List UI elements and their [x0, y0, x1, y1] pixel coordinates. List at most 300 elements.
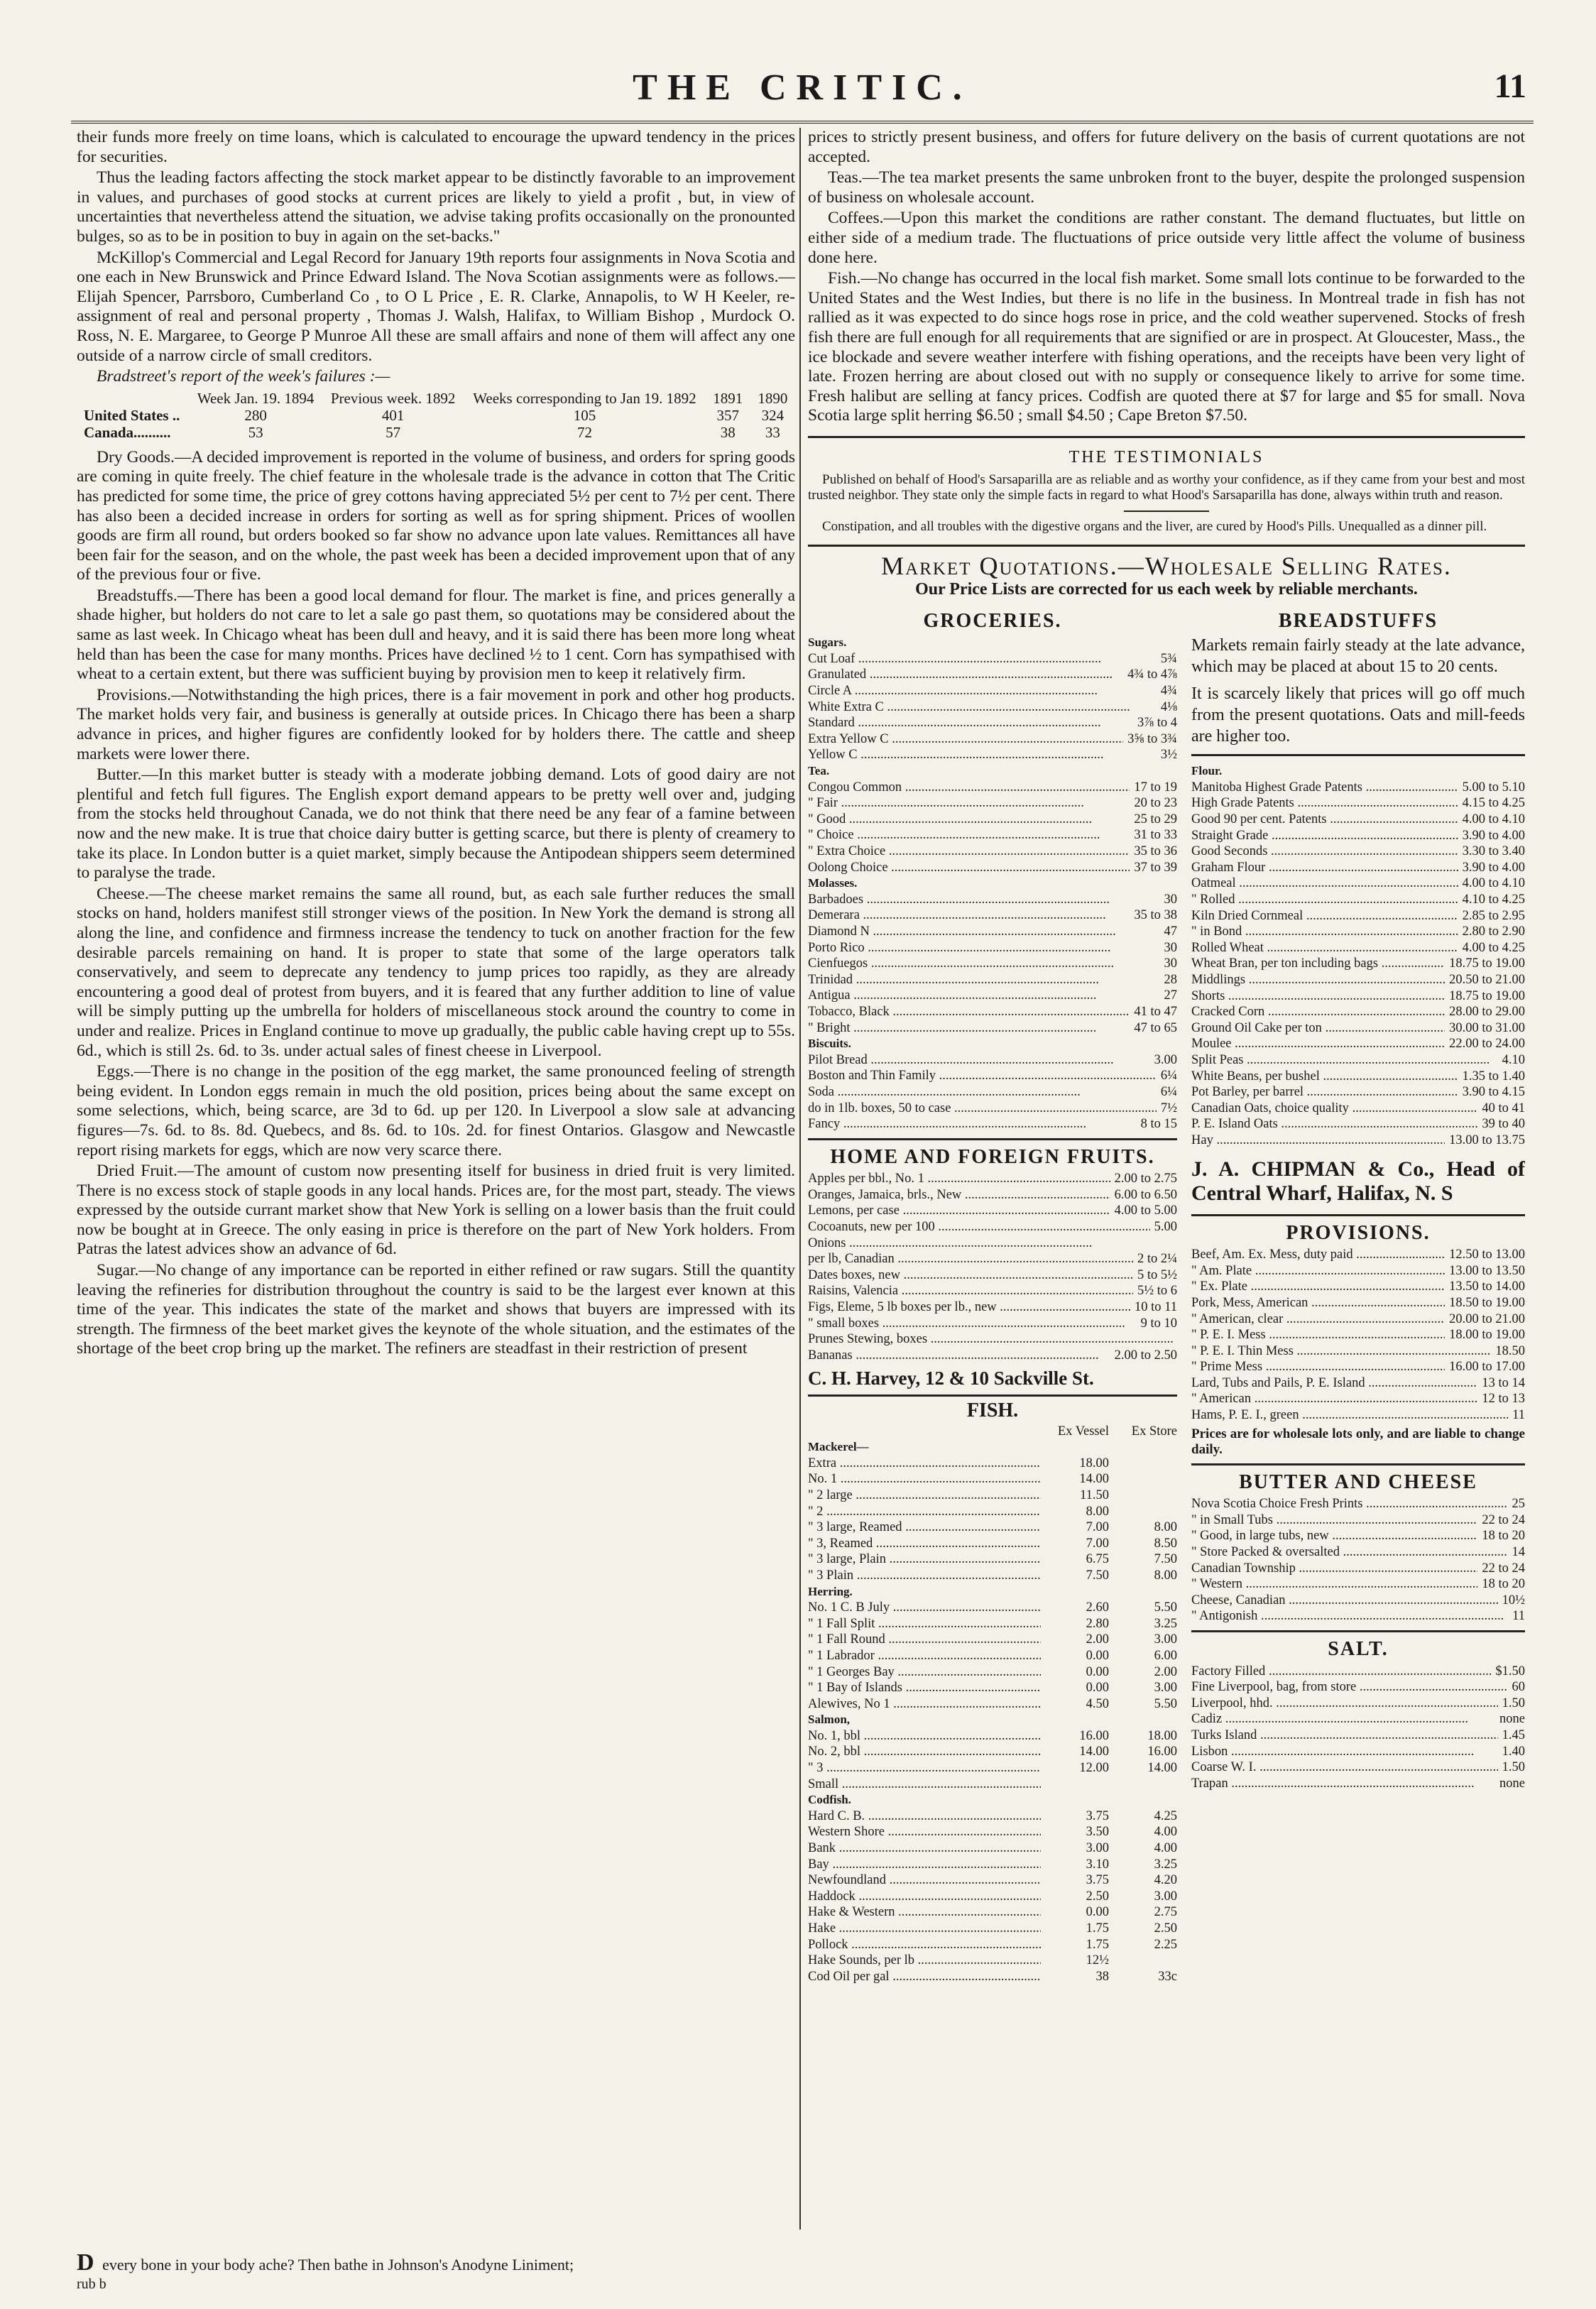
breadstuffs-text: It is scarcely likely that prices will go off much from the present quotations. Oats and mill-feeds are higher too. — [1191, 684, 1525, 746]
price-ex-store: 2.00 — [1154, 1664, 1177, 1679]
price-row — [1191, 828, 1525, 844]
price-ex-vessel: 3.10 — [1086, 1857, 1109, 1872]
price-item: No. 1 ..... — [808, 1471, 1041, 1488]
price-item: " Bright ..... — [808, 1020, 1130, 1037]
advertisement-text: every bone in your body ache? Then bathe in Johnson's Anodyne Liniment; — [102, 2256, 574, 2273]
price-value — [1521, 763, 1525, 780]
price-row — [808, 1084, 1177, 1101]
price-value: 20.50 to 21.00 — [1445, 972, 1525, 988]
price-item: Prunes Stewing, boxes ..... — [808, 1331, 1173, 1348]
price-item: Hake & Western ..... — [808, 1904, 1041, 1921]
price-item: Liverpool, hhd. ..... — [1191, 1696, 1498, 1712]
price-item: Oatmeal ..... — [1191, 875, 1458, 892]
price-row — [808, 1760, 1177, 1776]
price-item: Alewives, No 1 ..... — [808, 1696, 1041, 1713]
price-item: Ground Oil Cake per ton ..... — [1191, 1020, 1445, 1037]
price-ex-vessel — [1041, 1776, 1109, 1793]
price-item: Congou Common ..... — [808, 780, 1130, 796]
price-value: 30.00 to 31.00 — [1445, 1020, 1525, 1037]
price-value: 30 — [1160, 892, 1178, 908]
price-item: Manitoba Highest Grade Patents ..... — [1191, 780, 1458, 796]
price-item: Middlings ..... — [1191, 972, 1445, 988]
price-ex-store: 8.00 — [1154, 1520, 1177, 1535]
price-item: Good 90 per cent. Patents ..... — [1191, 812, 1458, 828]
price-row — [1191, 1020, 1525, 1037]
price-item: Hake ..... — [808, 1921, 1041, 1937]
price-ex-store: 3.25 — [1154, 1857, 1177, 1872]
divider — [808, 545, 1525, 547]
price-item: White Extra C ..... — [808, 699, 1157, 716]
price-item: Molasses. — [808, 876, 858, 890]
price-item: Pilot Bread ..... — [808, 1052, 1150, 1069]
price-value: 18.75 to 19.00 — [1445, 956, 1525, 972]
price-value: 2 to 2¼ — [1133, 1251, 1177, 1267]
price-row — [808, 956, 1177, 972]
table-cell: 33 — [765, 423, 780, 441]
price-row — [808, 1857, 1177, 1873]
price-ex-store: 3.00 — [1154, 1681, 1177, 1696]
price-ex-store: 2.25 — [1154, 1937, 1177, 1952]
price-item: Graham Flour ..... — [1191, 860, 1458, 876]
price-row — [808, 1664, 1177, 1681]
price-ex-store — [1109, 1584, 1177, 1600]
price-value: 4.00 to 4.25 — [1458, 940, 1525, 956]
price-row — [1191, 1744, 1525, 1760]
price-ex-store: 6.00 — [1154, 1648, 1177, 1663]
price-item: " 1 Georges Bay ..... — [808, 1664, 1041, 1681]
price-value: 1.50 — [1498, 1696, 1525, 1712]
price-value: 16.00 to 17.00 — [1445, 1359, 1525, 1375]
price-row — [1191, 1711, 1525, 1727]
price-row — [808, 1203, 1177, 1219]
price-row — [808, 875, 1177, 892]
price-value: 25 — [1508, 1496, 1526, 1512]
price-item: Bay ..... — [808, 1857, 1041, 1873]
price-row — [808, 1937, 1177, 1953]
price-value: 13.00 to 13.75 — [1445, 1132, 1525, 1149]
price-item: Biscuits. — [808, 1037, 851, 1051]
price-value: 4.00 to 4.10 — [1458, 812, 1525, 828]
price-value: 6¼ — [1157, 1084, 1177, 1101]
price-item: " Store Packed & oversalted ..... — [1191, 1544, 1508, 1561]
price-ex-store: 16.00 — [1147, 1745, 1177, 1759]
price-ex-vessel: 0.00 — [1086, 1664, 1109, 1679]
price-row — [808, 683, 1177, 699]
price-ex-vessel: 2.60 — [1086, 1600, 1109, 1615]
price-ex-store: 2.75 — [1154, 1905, 1177, 1920]
price-value: 3.90 to 4.00 — [1458, 860, 1525, 876]
price-row — [808, 1316, 1177, 1332]
price-item: Rolled Wheat ..... — [1191, 940, 1458, 956]
price-item: Flour. — [1191, 764, 1223, 778]
price-row — [1191, 763, 1525, 780]
price-row — [1191, 1391, 1525, 1407]
price-value: 13.50 to 14.00 — [1445, 1279, 1525, 1295]
price-value: 18 to 20 — [1477, 1528, 1525, 1544]
price-value: none — [1495, 1776, 1525, 1792]
price-row — [808, 1439, 1177, 1456]
price-ex-store: 3.00 — [1154, 1632, 1177, 1647]
price-ex-vessel: 0.00 — [1086, 1681, 1109, 1696]
price-row — [1191, 780, 1525, 796]
price-item: Trinidad ..... — [808, 972, 1160, 988]
price-item: " Ex. Plate ..... — [1191, 1279, 1445, 1295]
salt-list — [1191, 1664, 1525, 1792]
price-item: " 3, Reamed ..... — [808, 1536, 1041, 1552]
price-row — [808, 1068, 1177, 1084]
price-value: 12.50 to 13.00 — [1445, 1247, 1525, 1263]
price-ex-vessel: 0.00 — [1086, 1648, 1109, 1663]
price-row — [808, 731, 1177, 748]
price-ex-store: 8.50 — [1154, 1536, 1177, 1551]
price-ex-store: 3.25 — [1154, 1616, 1177, 1631]
price-row — [808, 1052, 1177, 1069]
breadstuffs-paragraph: Breadstuffs.—There has been a good local demand for flour. The market is fine, and prices generally a shade higher, but holders do not care to let a sale go past them, so quotations may be considered about the same as last week. In Chicago wheat has been dull and heavy, and it is said there has been more long wheat held than has been the case for many months. Prices have declined ½ to 1 cent. Corn has sympathised with wheat to a certain extent, but there was sufficient buying by provision men to keep it relatively firm. — [77, 586, 795, 684]
testimonials-heading: THE TESTIMONIALS — [1068, 447, 1264, 466]
price-value: 22.00 to 24.00 — [1445, 1036, 1525, 1052]
price-row — [1191, 1279, 1525, 1295]
price-value: 2.00 to 2.75 — [1110, 1171, 1177, 1187]
price-row — [808, 1488, 1177, 1504]
price-row — [808, 907, 1177, 924]
price-row — [808, 1680, 1177, 1696]
price-ex-vessel: 3.75 — [1086, 1873, 1109, 1888]
price-item: " 3 ..... — [808, 1760, 1041, 1776]
price-value: 28.00 to 29.00 — [1445, 1004, 1525, 1020]
flour-list — [1191, 763, 1525, 1148]
price-value: 41 to 47 — [1130, 1004, 1177, 1020]
fish-heading-row — [808, 1401, 1177, 1421]
price-row — [1191, 1069, 1525, 1085]
price-value: 28 — [1160, 972, 1178, 988]
price-ex-vessel: 1.75 — [1086, 1921, 1109, 1936]
price-row — [1191, 1679, 1525, 1696]
price-ex-store: 4.25 — [1154, 1808, 1177, 1823]
butter-paragraph: Butter.—In this market butter is steady with a moderate jobbing demand. Lots of good dairy are not plentiful and fetch full figures. The English export demand appears to be pretty well over and, judging from the stocks held throughout Canada, we do not think that there need be any fear of a famine between now and the new make. It is true that choice dairy butter is getting scarce, but there is plenty of creamery to take its place. In London butter is a quiet market, simply because the Antipodean shippers seem determined to paralyse the trade. — [77, 765, 795, 883]
price-row — [808, 1471, 1177, 1488]
table-cell: 53 — [248, 423, 263, 441]
price-value: 18.75 to 19.00 — [1445, 988, 1525, 1005]
table-cell: 280 — [244, 406, 267, 424]
price-item: Factory Filled ..... — [1191, 1664, 1491, 1680]
price-row — [808, 1776, 1177, 1793]
price-row — [1191, 1359, 1525, 1375]
price-row — [1191, 1004, 1525, 1020]
price-item: Pot Barley, per barrel ..... — [1191, 1084, 1458, 1101]
price-value: 18.50 — [1491, 1343, 1525, 1360]
sugar-paragraph: Sugar.—No change of any importance can be reported in either refined or raw sugars. Still the quantity leaving the refineries for distribution throughout the country is said to be the largest ever known at this time of the year. This indicates the state of the market and shows that buyers are impressed with its strength. The firmness of the beet market gives the keynote of the whole situation, and the estimates of the shortage of the beet crop bring up the market. The refiners are steadfast in their restriction of present — [77, 1261, 795, 1358]
price-ex-vessel: 18.00 — [1079, 1456, 1109, 1470]
price-row — [1191, 1407, 1525, 1424]
price-row — [808, 1824, 1177, 1840]
price-value: 10½ — [1498, 1593, 1525, 1609]
price-value: 22 to 24 — [1477, 1512, 1525, 1529]
price-item: Antigua ..... — [808, 988, 1160, 1004]
price-item: Lisbon ..... — [1191, 1744, 1498, 1760]
price-item: Canadian Oats, choice quality ..... — [1191, 1101, 1477, 1117]
price-ex-vessel: 12.00 — [1079, 1761, 1109, 1776]
price-ex-store — [1109, 1456, 1177, 1472]
price-value: 3⅝ to 3¾ — [1123, 731, 1177, 748]
table-header: Week Jan. 19. 1894 — [197, 389, 315, 407]
price-value: 2.85 to 2.95 — [1458, 908, 1525, 924]
price-ex-store — [1109, 1953, 1177, 1969]
provisions-paragraph: Provisions.—Notwithstanding the high prices, there is a fair movement in pork and other hog products. The market holds very fair, and business is generally at outside prices. In Chicago there has been a sharp advance in prices, and higher figures are confidently looked for by holders there. The cattle and sheep markets were lower there. — [77, 685, 795, 763]
price-value: 3.00 — [1150, 1052, 1177, 1069]
price-item: " 1 Fall Round ..... — [808, 1632, 1041, 1648]
fish-col-vessel: Ex Vessel — [1057, 1424, 1109, 1439]
price-row — [808, 1728, 1177, 1745]
groceries-heading: GROCERIES. — [923, 609, 1062, 632]
price-row — [1191, 1247, 1525, 1263]
price-item: " Good ..... — [808, 812, 1130, 828]
price-ex-vessel — [1041, 1712, 1109, 1728]
price-row — [808, 1267, 1177, 1284]
price-item: Boston and Thin Family ..... — [808, 1068, 1157, 1084]
price-row — [1191, 1101, 1525, 1117]
price-row — [808, 892, 1177, 908]
table-cell: 401 — [381, 406, 405, 424]
price-value: 4.00 to 4.10 — [1458, 875, 1525, 892]
price-row — [1191, 1295, 1525, 1311]
price-ex-vessel: 7.00 — [1086, 1520, 1109, 1535]
price-item: Figs, Eleme, 5 lb boxes per lb., new ..... — [808, 1299, 1130, 1316]
price-item: Bananas ..... — [808, 1348, 1110, 1364]
price-ex-store: 4.20 — [1154, 1873, 1177, 1888]
fish-list — [808, 1439, 1177, 1985]
price-value: 13.00 to 13.50 — [1445, 1263, 1525, 1279]
price-item: per lb, Canadian ..... — [808, 1251, 1133, 1267]
price-ex-vessel: 14.00 — [1079, 1472, 1109, 1487]
price-ex-vessel: 1.75 — [1086, 1937, 1109, 1952]
quotations-columns — [808, 604, 1525, 2166]
price-item: " Fair ..... — [808, 795, 1130, 812]
price-ex-store: 14.00 — [1147, 1761, 1177, 1776]
price-row — [808, 1969, 1177, 1985]
price-value: 4¾ — [1157, 683, 1177, 699]
price-row — [1191, 892, 1525, 908]
price-value: 5 to 5½ — [1133, 1267, 1177, 1284]
price-row — [1191, 1311, 1525, 1328]
price-row — [808, 795, 1177, 812]
price-item: " Prime Mess ..... — [1191, 1359, 1445, 1375]
price-row — [808, 1171, 1177, 1187]
price-row — [1191, 860, 1525, 876]
price-item: Hay ..... — [1191, 1132, 1445, 1149]
price-row — [1191, 1084, 1525, 1101]
price-row — [808, 1808, 1177, 1825]
price-row — [1191, 1759, 1525, 1776]
price-row — [808, 940, 1177, 956]
page-number: 11 — [1494, 67, 1526, 105]
price-value: 8 to 15 — [1137, 1116, 1177, 1132]
price-item: Newfoundland ..... — [808, 1872, 1041, 1889]
price-row — [1191, 1561, 1525, 1577]
price-value: 37 to 39 — [1130, 860, 1177, 876]
price-ex-vessel: 7.50 — [1086, 1568, 1109, 1583]
price-row — [1191, 956, 1525, 972]
price-row — [808, 1792, 1177, 1808]
price-value: 11 — [1508, 1407, 1525, 1424]
price-value: 13 to 14 — [1477, 1375, 1525, 1392]
price-item: Oolong Choice ..... — [808, 860, 1130, 876]
price-item: Canadian Township ..... — [1191, 1561, 1477, 1577]
price-item: " Am. Plate ..... — [1191, 1263, 1445, 1279]
price-ex-store: 4.00 — [1154, 1825, 1177, 1840]
price-item: " American, clear ..... — [1191, 1311, 1445, 1328]
butter-list — [1191, 1496, 1525, 1625]
price-value: 39 to 40 — [1477, 1116, 1525, 1132]
price-row — [808, 1872, 1177, 1889]
price-ex-vessel: 3.75 — [1086, 1808, 1109, 1823]
price-item: Good Seconds ..... — [1191, 844, 1458, 860]
price-value: 3½ — [1157, 747, 1177, 763]
price-ex-store — [1109, 1488, 1177, 1504]
price-row — [1191, 924, 1525, 940]
price-value: 60 — [1508, 1679, 1526, 1696]
price-item: " 3 Plain ..... — [808, 1568, 1041, 1584]
price-ex-store: 3.00 — [1154, 1889, 1177, 1904]
spacer — [808, 1424, 1041, 1440]
price-row — [808, 763, 1177, 780]
price-row — [808, 1953, 1177, 1969]
price-ex-vessel — [1041, 1584, 1109, 1600]
price-row — [1191, 1496, 1525, 1512]
divider — [808, 1394, 1177, 1397]
price-row — [808, 667, 1177, 683]
price-ex-vessel — [1041, 1792, 1109, 1808]
price-value: 1.40 — [1498, 1744, 1525, 1760]
price-ex-store — [1109, 1504, 1177, 1520]
price-ex-vessel: 2.80 — [1086, 1616, 1109, 1631]
newspaper-title: THE CRITIC. — [633, 67, 972, 108]
price-value: 3.90 to 4.00 — [1458, 828, 1525, 844]
price-row — [1191, 1512, 1525, 1529]
price-item: Nova Scotia Choice Fresh Prints ..... — [1191, 1496, 1508, 1512]
price-value — [1173, 1331, 1177, 1348]
price-value: 35 to 38 — [1130, 907, 1177, 924]
liniment-advertisement — [77, 2249, 795, 2293]
price-item: Mackerel— — [808, 1440, 869, 1454]
price-value: none — [1495, 1711, 1525, 1727]
price-row — [1191, 875, 1525, 892]
price-item: Cadiz ..... — [1191, 1711, 1495, 1727]
price-item: Barbadoes ..... — [808, 892, 1160, 908]
price-item: Sugars. — [808, 635, 847, 650]
price-item: Fancy ..... — [808, 1116, 1137, 1132]
price-ex-store: 2.50 — [1154, 1921, 1177, 1936]
price-value — [1173, 1036, 1177, 1052]
price-item: Diamond N ..... — [808, 924, 1160, 940]
price-item: Apples per bbl., No. 1 ..... — [808, 1171, 1110, 1187]
price-item: Straight Grade ..... — [1191, 828, 1458, 844]
price-item: Cocoanuts, new per 100 ..... — [808, 1219, 1150, 1235]
price-item: Hams, P. E. I., green ..... — [1191, 1407, 1508, 1424]
price-value: 47 to 65 — [1130, 1020, 1177, 1037]
price-row — [808, 860, 1177, 876]
price-item: Pork, Mess, American ..... — [1191, 1295, 1445, 1311]
price-row — [808, 1283, 1177, 1299]
price-ex-vessel: 3.50 — [1086, 1825, 1109, 1840]
divider — [808, 436, 1525, 438]
price-row — [1191, 908, 1525, 924]
price-value: 6¼ — [1157, 1068, 1177, 1084]
price-item: Cod Oil per gal ..... — [808, 1969, 1041, 1985]
price-item: Kiln Dried Cornmeal ..... — [1191, 908, 1458, 924]
price-value: 22 to 24 — [1477, 1561, 1525, 1577]
price-row — [1191, 1776, 1525, 1792]
price-value: 3.30 to 3.40 — [1458, 844, 1525, 860]
breadstuffs-text: Markets remain fairly steady at the late advance, which may be placed at about 15 to 20 cents. — [1191, 636, 1525, 677]
price-item: " 2 large ..... — [808, 1488, 1041, 1504]
masthead — [71, 64, 1534, 124]
price-value: 20.00 to 21.00 — [1445, 1311, 1525, 1328]
price-item: Circle A ..... — [808, 683, 1157, 699]
price-item: " in Bond ..... — [1191, 924, 1458, 940]
table-cell: Canada.......... — [84, 423, 171, 441]
price-item: Small ..... — [808, 1776, 1041, 1793]
price-row — [808, 1004, 1177, 1020]
price-item: Haddock ..... — [808, 1889, 1041, 1905]
fruits-heading: HOME AND FOREIGN FRUITS. — [830, 1145, 1155, 1168]
fish-heading: FISH. — [966, 1399, 1019, 1421]
harvey-advertisement: C. H. Harvey, 12 & 10 Sackville St. — [808, 1368, 1094, 1390]
price-ex-store — [1109, 1792, 1177, 1808]
price-row — [1191, 1727, 1525, 1744]
column-rule — [799, 128, 801, 2229]
price-ex-store: 5.50 — [1154, 1600, 1177, 1615]
quotations-left — [808, 604, 1177, 1985]
price-item: Codfish. — [808, 1793, 851, 1807]
table-cell: 105 — [573, 406, 596, 424]
price-value — [1173, 635, 1177, 651]
butter-cheese-heading: BUTTER AND CHEESE — [1239, 1470, 1477, 1493]
price-row — [808, 972, 1177, 988]
price-item: " Antigonish ..... — [1191, 1608, 1508, 1625]
price-item: Yellow C ..... — [808, 747, 1157, 763]
price-item: Porto Rico ..... — [808, 940, 1160, 956]
price-ex-store — [1109, 1471, 1177, 1488]
dry-goods-paragraph: Dry Goods.—A decided improvement is reported in the volume of business, and orders for spring goods are coming in quite freely. The chief feature in the wholesale trade is the advance in cotton that The Critic has predicted for some time, the price of grey cottons having appreciated 5½ per cent to 7½ per cent. There has also been a decided increase in orders for sorting as well as for spring shipment. Prices of woollen goods are firm all round, but orders booked so far show no advance upon late values. Remittances all have been fair for the season, and on the whole, the past week has been a decided improvement upon that of any of the previous four or five. — [77, 447, 795, 584]
paragraph: prices to strictly present business, and offers for future delivery on the basis of current quotations are not accepted. — [808, 128, 1525, 166]
divider — [1191, 1463, 1525, 1465]
price-item: " Extra Choice ..... — [808, 844, 1130, 860]
price-value: 5½ to 6 — [1133, 1283, 1177, 1299]
price-row — [808, 635, 1177, 651]
price-row — [808, 1696, 1177, 1713]
margin-text: rub b — [77, 2276, 106, 2292]
market-subheading: Our Price Lists are corrected for us each week by reliable merchants. — [915, 580, 1418, 599]
price-row — [808, 1116, 1177, 1132]
price-item: Herring. — [808, 1584, 853, 1598]
price-item: Pollock ..... — [808, 1937, 1041, 1953]
price-ex-vessel: 4.50 — [1086, 1696, 1109, 1711]
divider — [1191, 1630, 1525, 1632]
table-cell: United States .. — [84, 406, 180, 424]
price-item: Tea. — [808, 764, 830, 778]
price-value: 3⅞ to 4 — [1133, 715, 1177, 731]
price-row — [808, 1744, 1177, 1760]
table-row — [77, 407, 795, 424]
price-item: Extra ..... — [808, 1456, 1041, 1472]
table-cell: 38 — [720, 423, 736, 441]
price-item: No. 1 C. B July ..... — [808, 1600, 1041, 1616]
price-item: " 3 large, Plain ..... — [808, 1551, 1041, 1568]
price-item: Cienfuegos ..... — [808, 956, 1160, 972]
price-row — [1191, 1593, 1525, 1609]
price-value — [1173, 763, 1177, 780]
price-value: 17 to 19 — [1130, 780, 1177, 796]
